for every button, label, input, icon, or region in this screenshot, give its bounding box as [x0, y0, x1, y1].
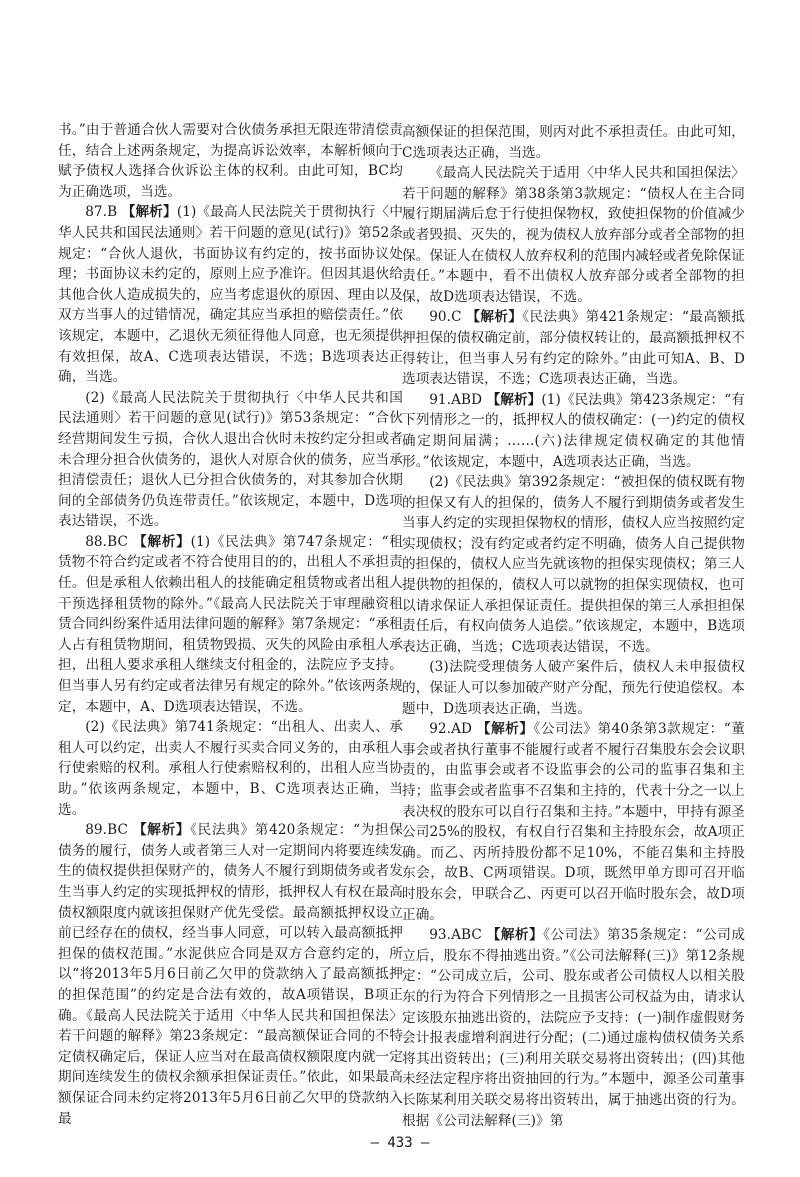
- paragraph-text: 高额保证的担保范围，则丙对此不承担责任。由此可知，C选项表达正确，当选。: [402, 124, 745, 161]
- paragraph-text: 《公司法》第35条规定：“公司成立后，股东不得抽逃出资。”《公司法解释(三)》第12条规定：“公司成立后，公司、股东或者公司债权人以相关股东的行为符合下列情形之一且损害公司权益为由，请求认定该股东抽逃出资的，法院应予支持：(一)制作虚假财务会计报表虚增利润进行分配；(二)通过虚构债权债务关系将其出资转出；(三)利用关联交易将出资转出；(四)其他未经法定程序将出资抽回的行为。”本题中，源圣公司董事长陈某利用关联交易将出资转出，属于抽逃出资的行为。根据《公司法解释(三)》第: [402, 927, 746, 1129]
- answer-paragraph: [58, 820, 403, 1129]
- continued-paragraph: [402, 122, 745, 163]
- paragraph-text: (1)《最高人民法院关于贯彻执行〈中华人民共和国民法通则〉若干问题的意见(试行)》第52条规定：“合伙人退伙，书面协议有约定的，按书面协议处理；书面协议未约定的，原则上应予准许。但因其退伙给其他合伙人造成损失的，应当考虑退伙的原因、理由以及双方当事人的过错情况，确定其应当承担的赔偿责任。”依该规定，本题中，乙退伙无须征得他人同意，也无须提供有效担保，故A、C选项表达错误，不选；B选项表达正确，当选。: [58, 204, 404, 386]
- answer-number: 88.BC: [85, 533, 128, 550]
- paragraph: [58, 717, 403, 820]
- analysis-tag: 【解析】: [466, 309, 523, 326]
- paragraph-text: (1)《民法典》第423条规定：“有下列情形之一的，抵押权人的债权确定：(一)约定的债权确定期间届满；……(六)法律规定债权确定的其他情形。”依该规定，本题中，A选项表达正确，当选。: [402, 391, 746, 470]
- answer-paragraph: [58, 202, 403, 387]
- answer-number: 91.ABD: [429, 391, 483, 408]
- paragraph-text: 《民法典》第420条规定：“为担保债务的履行，债务人或者第三人对一定期间内将要连续发生的债权提供担保财产的，债务人不履行到期债务或者发生当事人约定的实现抵押权的情形，抵押权人有权在最高债权额限度内就该担保财产优先受偿。最高额抵押权设立前已经存在的债权，经当事人同意，可以转入最高额抵押担保的债权范围。”水泥供应合同是双方合意约定的，所以“将2013年5月6日前乙欠甲的贷款纳入了最高额抵押的担保范围”的约定是合法有效的，故A项错误，B项正确。《最高人民法院关于适用〈中华人民共和国担保法〉若干问题的解释》第23条规定：“最高额保证合同的不特定债权确定后，保证人应当对在最高债权额限度内就一定期间连续发生的债权余额承担保证责任。”依此，如果最高额保证合同未约定将2013年5月6日前乙欠甲的贷款纳入最: [58, 822, 404, 1127]
- paragraph-text: 《最高人民法院关于适用〈中华人民共和国担保法〉若干问题的解释》第38条第3款规定：“债权人在主合同履行期届满后怠于行使担保物权，致使担保物的价值减少或者毁损、灭失的，视为债权人放弃部分或者全部物的担保。保证人在债权人放弃权利的范围内减轻或者免除保证责任。”本题中，看不出债权人放弃部分或者全部物的担保，故D选项表达错误，不选。: [402, 165, 745, 305]
- paragraph: [402, 163, 745, 307]
- answer-number: 92.AD: [429, 721, 473, 738]
- analysis-tag: 【解析】: [486, 391, 542, 408]
- paragraph-text: 《公司法》第40条第3款规定：“董事会或者执行董事不能履行或者不履行召集股东会会议职责的，由监事会或者不设监事会的公司的监事召集和主持；监事会或者监事不召集和主持的，代表十分之一以上表决权的股东可以自行召集和主持。”本题中，甲持有源圣公司25%的股权，有权自行召集和主持股东会，故A项正确。而乙、丙所持股份都不足10%，不能召集和主持股东会，故B、C两项错误。D项，既然甲单方即可召开临时股东会，甲联合乙、丙更可以召开临时股东会，故D项正确。: [402, 721, 745, 923]
- paragraph-text: (2)《民法典》第741条规定：“出租人、出卖人、承租人可以约定，出卖人不履行买卖合同义务的，由承租人行使索赔的权利。承租人行使索赔权利的，出租人应当协助。”依该两条规定，本题中，B、C选项表达正确，当选。: [58, 719, 403, 818]
- analysis-tag: 【解析】: [132, 822, 191, 839]
- answer-number: 90.C: [429, 309, 462, 326]
- analysis-tag: 【解析】: [476, 721, 534, 738]
- answer-number: 93.ABC: [429, 927, 482, 944]
- paragraph: [58, 388, 403, 532]
- paragraph-text: (2)《最高人民法院关于贯彻执行〈中华人民共和国民法通则〉若干问题的意见(试行)》第53条规定：“合伙经营期间发生亏损，合伙人退出合伙时未按约定分担或者未合理分担合伙债务的，退伙人对原合伙的债务，应当承担清偿责任；退伙人已分担合伙债务的，对其参加合伙期间的全部债务仍负连带责任。”依该规定，本题中，D选项表达错误，不选。: [58, 389, 403, 530]
- analysis-tag: 【解析】: [486, 927, 544, 944]
- page-number: — 433 —: [370, 1135, 430, 1151]
- paragraph: [402, 657, 745, 719]
- right-column: [402, 122, 745, 1131]
- paragraph-text: 《民法典》第421条规定：“最高额抵押担保的债权确定前，部分债权转让的，最高额抵押权不得转让，但当事人另有约定的除外。”由此可知A、B、D选项表达错误，不选；C选项表达正确，当选。: [402, 309, 745, 388]
- answer-number: 87.B: [85, 204, 118, 221]
- analysis-tag: 【解析】: [121, 204, 177, 221]
- paragraph-text: (2)《民法典》第392条规定：“被担保的债权既有物的担保又有人的担保的，债务人不履行到期债务或者发生当事人约定的实现担保物权的情形，债权人应当按照约定实现债权；没有约定或者约定不明确，债务人自己提供物的担保的，债权人应当先就该物的担保实现债权；第三人提供物的担保的，债权人可以就物的担保实现债权，也可以请求保证人承担保证责任。提供担保的第三人承担担保责任后，有权向债务人追偿。”依该规定，本题中，B选项表达正确，当选；C选项表达错误，不选。: [402, 474, 745, 655]
- answer-paragraph: [402, 925, 745, 1131]
- paragraph-text: (3)法院受理债务人破产案件后，债权人未申报债权的，保证人可以参加破产财产分配，预先行使追偿权。本题中，D选项表达正确，当选。: [402, 659, 745, 717]
- answer-paragraph: [58, 532, 403, 717]
- left-column: [58, 120, 403, 1129]
- paragraph-text: (1)《民法典》第747条规定：“租赁物不符合约定或者不符合使用目的的，出租人不承担责任。但是承租人依赖出租人的技能确定租赁物或者出租人干预选择租赁物的除外。”《最高人民法院关于审理融资租赁合同纠纷案件适用法律问题的解释》第7条规定：“承租人占有租赁物期间，租赁物毁损、灭失的风险由承租人承担，出租人要求承租人继续支付租金的，法院应予支持。但当事人另有约定或者法律另有规定的除外。”依该两条规定，本题中，A、D选项表达错误，不选。: [58, 533, 404, 715]
- answer-paragraph: [402, 307, 745, 389]
- paragraph: [402, 472, 745, 657]
- analysis-tag: 【解析】: [133, 533, 191, 550]
- answer-number: 89.BC: [85, 822, 128, 839]
- paragraph-text: 书。”由于普通合伙人需要对合伙债务承担无限连带清偿责任，结合上述两条规定，为提高诉讼效率，本解析倾向于赋予债权人选择合伙诉讼主体的权利。由此可知，BC均为正确选项，当选。: [58, 122, 403, 200]
- answer-paragraph: [402, 719, 745, 925]
- answer-paragraph: [402, 390, 745, 472]
- continued-paragraph: [58, 120, 403, 202]
